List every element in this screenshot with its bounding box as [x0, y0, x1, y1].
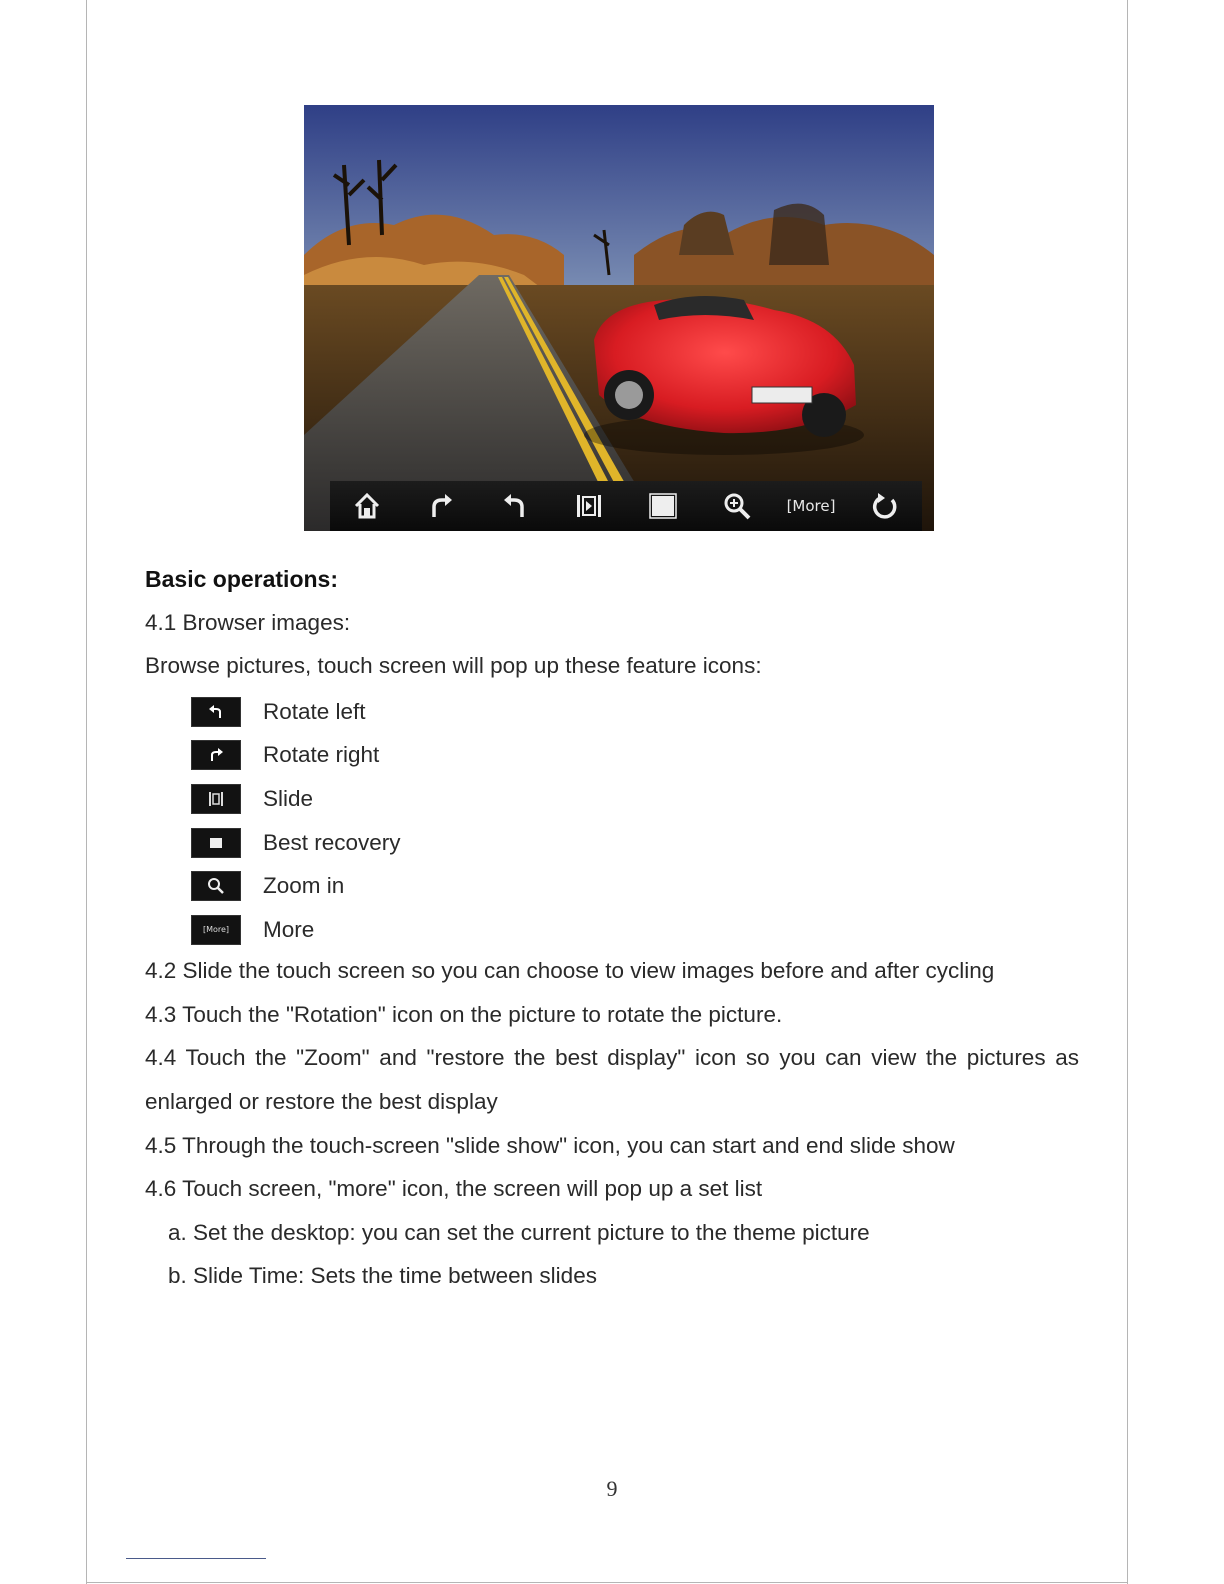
- paragraph-4-4-line1: 4.4 Touch the "Zoom" and "restore the best display" icon so you can view the pictures as: [145, 1045, 1079, 1070]
- paragraph-4-4-line2: enlarged or restore the best display: [145, 1089, 498, 1114]
- section-4-1-title: 4.1 Browser images:: [145, 610, 351, 635]
- rotate-right-icon: [191, 740, 241, 770]
- feature-item-best-recovery: [191, 821, 401, 865]
- home-icon[interactable]: [345, 484, 389, 528]
- feature-item-zoom-in: [191, 864, 401, 908]
- feature-item-rotate-left: [191, 690, 401, 734]
- intro-text: Browse pictures, touch screen will pop up these feature icons:: [145, 653, 762, 678]
- slide-icon: [191, 784, 241, 814]
- car-road-photo: [304, 105, 934, 531]
- more-icon-text: [More]: [202, 925, 230, 935]
- feature-label: Rotate left: [263, 698, 366, 724]
- paragraph-4-5: 4.5 Through the touch-screen "slide show" icon, you can start and end slide show: [145, 1133, 955, 1158]
- paragraph-4-2: 4.2 Slide the touch screen so you can choose to view images before and after cycling: [145, 958, 995, 983]
- best-recovery-icon: [191, 828, 241, 858]
- page-border-right: [1127, 0, 1128, 1584]
- feature-label: Best recovery: [263, 829, 401, 855]
- slide-icon[interactable]: [567, 484, 611, 528]
- paragraph-4-3: 4.3 Touch the "Rotation" icon on the picture to rotate the picture.: [145, 1002, 783, 1027]
- section-heading: Basic operations:: [145, 566, 338, 592]
- feature-label: Rotate right: [263, 742, 380, 768]
- photo-toolbar: [330, 481, 922, 531]
- feature-item-rotate-right: [191, 734, 401, 778]
- footnote-rule: [126, 1558, 266, 1559]
- sub-item-b: b. Slide Time: Sets the time between slides: [168, 1263, 597, 1288]
- page-border-left: [86, 0, 87, 1584]
- rotate-right-icon[interactable]: [419, 484, 463, 528]
- feature-label: More: [263, 916, 315, 942]
- more-icon: [191, 915, 241, 945]
- feature-icon-list: [191, 690, 401, 952]
- page-border-bottom: [86, 1582, 1128, 1583]
- rotate-left-icon: [191, 697, 241, 727]
- refresh-icon[interactable]: [863, 484, 907, 528]
- zoom-in-icon[interactable]: [715, 484, 759, 528]
- paragraph-4-6: 4.6 Touch screen, "more" icon, the screen will pop up a set list: [145, 1176, 763, 1201]
- rotate-left-icon[interactable]: [493, 484, 537, 528]
- feature-label: Zoom in: [263, 873, 345, 899]
- photo-viewer-screenshot: [304, 105, 934, 531]
- feature-item-slide: [191, 777, 401, 821]
- sub-item-a: a. Set the desktop: you can set the current picture to the theme picture: [168, 1220, 870, 1245]
- zoom-in-icon: [191, 871, 241, 901]
- page-number: 9: [606, 1476, 618, 1501]
- more-icon[interactable]: [More]: [786, 497, 836, 515]
- best-recovery-icon[interactable]: [641, 484, 685, 528]
- feature-item-more: [191, 908, 401, 952]
- feature-label: Slide: [263, 785, 314, 811]
